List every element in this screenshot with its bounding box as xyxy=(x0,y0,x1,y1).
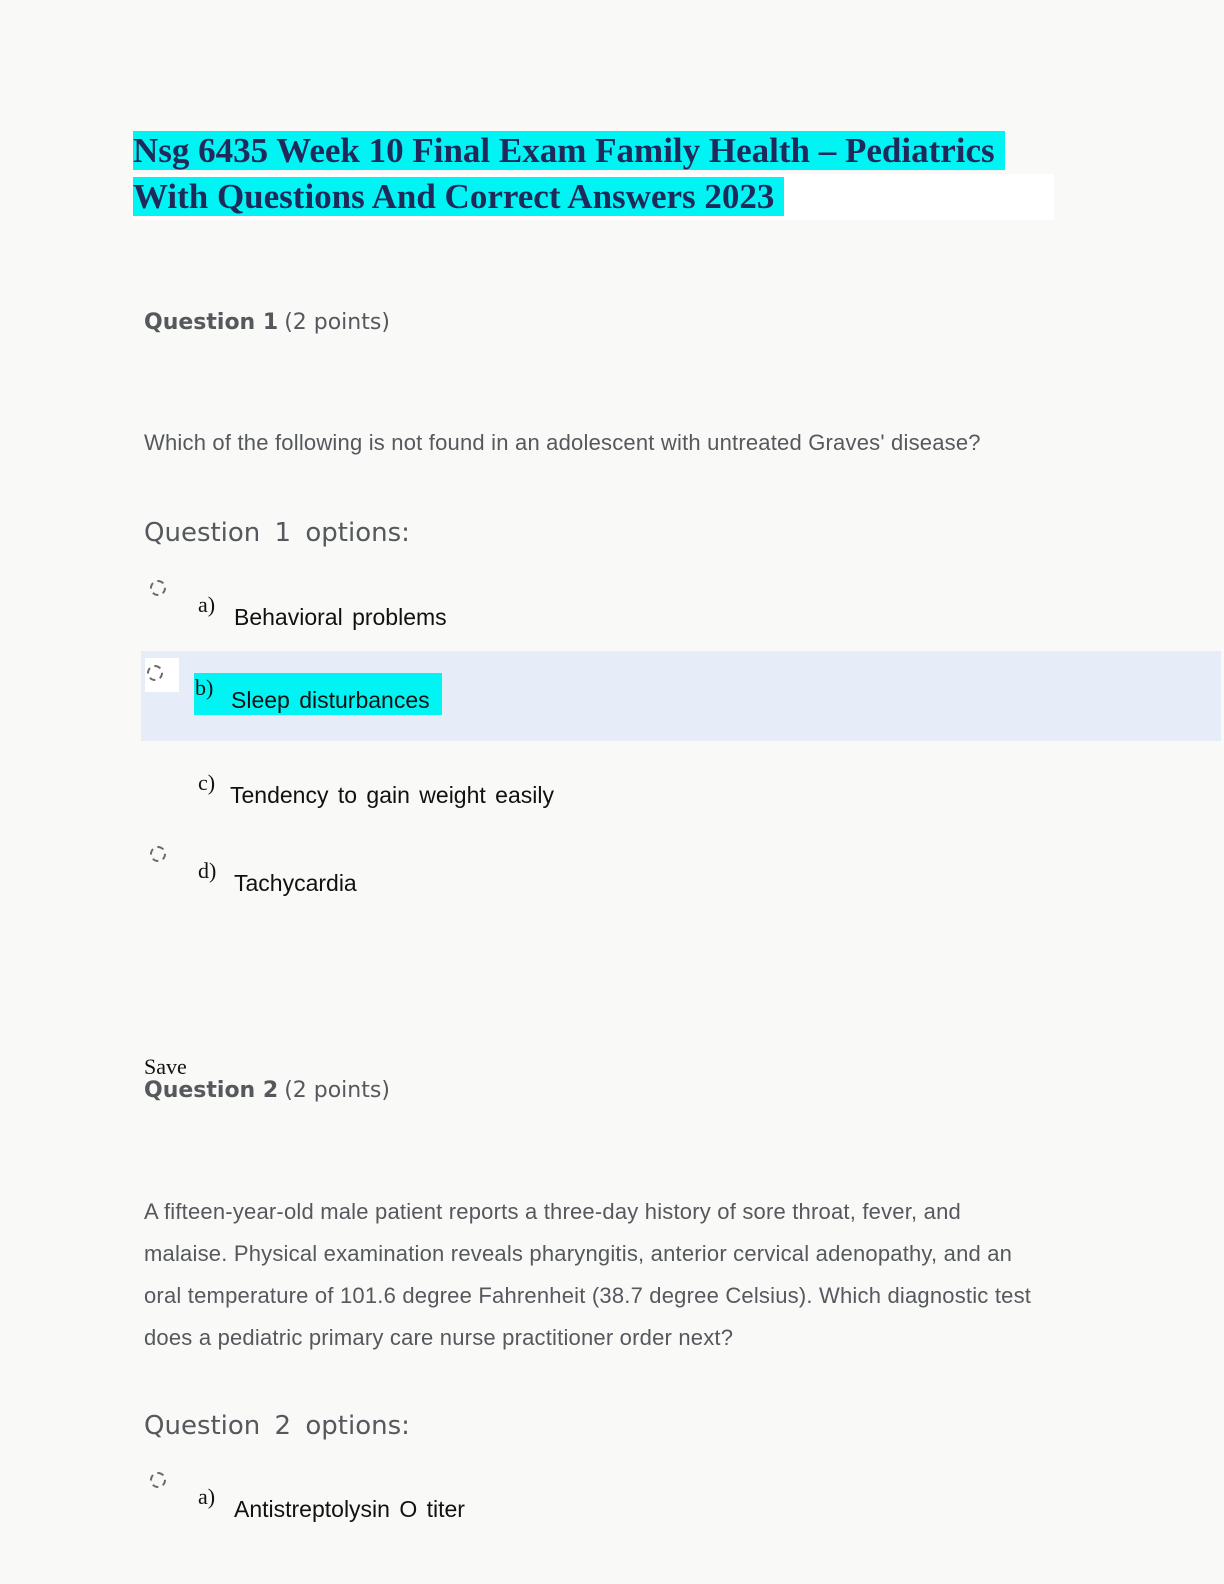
option-letter: c) xyxy=(198,770,216,795)
question-2-text: A fifteen-year-old male patient reports a three-day history of sore throat, fever, and malaise. Physical examination reveals pharyngitis, anterior cervical adenopathy, and an oral temperature of 101.6 degree Fahrenheit (38.7 degree Celsius). Which diagnostic test does a pediatric primary care nurse practitioner order next? xyxy=(144,1199,1032,1350)
option-letter: b) xyxy=(195,675,214,700)
option-text: Antistreptolysin O titer xyxy=(234,1496,465,1522)
question-1-header xyxy=(144,310,390,335)
document-title xyxy=(133,128,1054,220)
question-1-points: (2 points) xyxy=(284,310,390,335)
title-line-2: With Questions And Correct Answers 2023 xyxy=(133,174,1054,220)
radio-button-icon[interactable] xyxy=(150,580,166,596)
option-text: Behavioral problems xyxy=(234,604,447,630)
question-1-option-a[interactable] xyxy=(144,580,1224,630)
question-1-option-c[interactable] xyxy=(144,758,1224,808)
radio-button-icon[interactable] xyxy=(147,665,163,681)
question-1-text: Which of the following is not found in an adolescent with untreated Graves' disease? xyxy=(144,430,981,455)
radio-button-icon[interactable] xyxy=(150,846,166,862)
question-2-label: Question 2 xyxy=(144,1078,279,1103)
question-1-label: Question 1 xyxy=(144,310,279,335)
option-letter: a) xyxy=(198,1484,216,1509)
option-text: Sleep disturbances xyxy=(231,687,430,713)
title-line-1: Nsg 6435 Week 10 Final Exam Family Health – Pediatrics xyxy=(133,128,1054,174)
question-2-points: (2 points) xyxy=(284,1078,390,1103)
option-letter: a) xyxy=(198,592,216,617)
question-1-option-b-selected[interactable] xyxy=(141,651,1221,741)
question-1-option-d[interactable] xyxy=(144,846,1224,896)
option-text: Tendency to gain weight easily xyxy=(230,782,554,808)
radio-button-icon[interactable] xyxy=(150,1472,166,1488)
question-2-options-label: Question 2 options: xyxy=(144,1411,410,1441)
option-letter: d) xyxy=(198,858,217,883)
option-text: Tachycardia xyxy=(234,870,357,896)
question-1-options-label: Question 1 options: xyxy=(144,518,410,548)
question-2-option-a[interactable] xyxy=(144,1472,1224,1522)
save-button[interactable]: Save xyxy=(144,1054,187,1079)
question-2-header xyxy=(144,1078,390,1103)
